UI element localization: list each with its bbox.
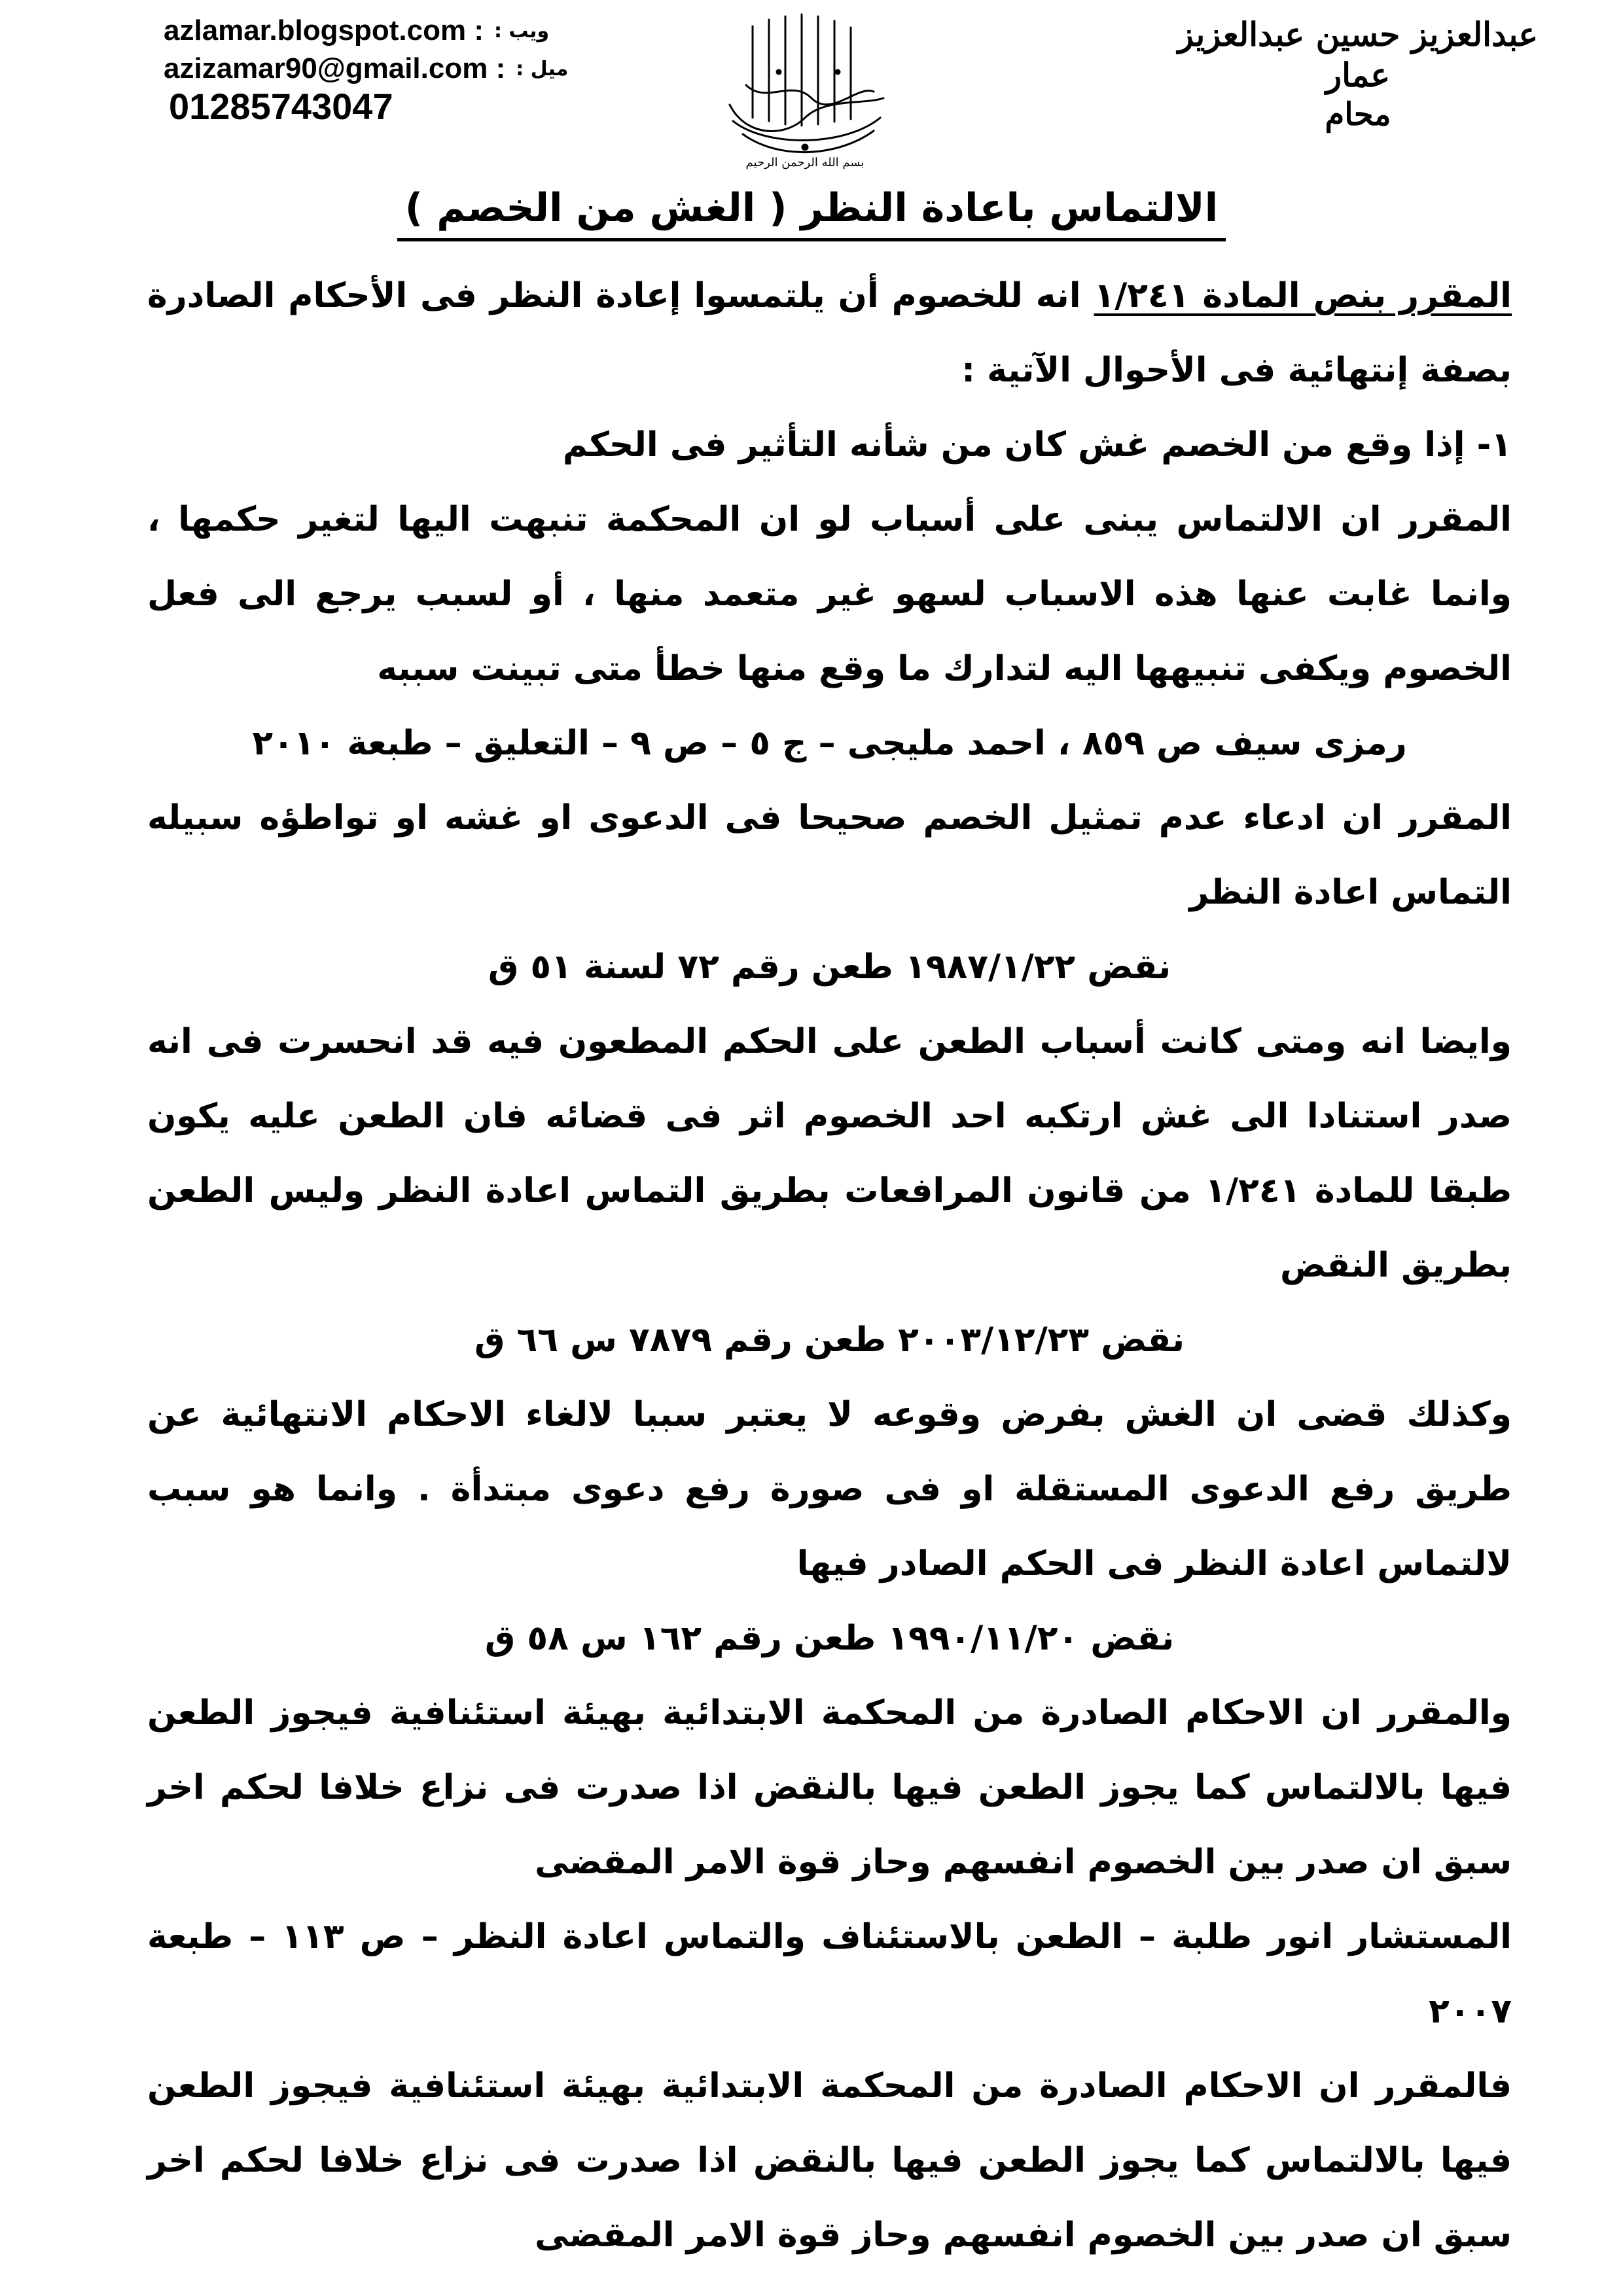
- citation-naqd-1987: نقض ١٩٨٧/١/٢٢ طعن رقم ٧٢ لسنة ٥١ ق: [488, 947, 1171, 987]
- document-title: الالتماس باعادة النظر ( الغش من الخصم ): [397, 182, 1226, 241]
- citation-naqd-1990: نقض ١٩٩٠/١١/٢٠ طعن رقم ١٦٢ س ٥٨ ق: [484, 1619, 1175, 1658]
- paragraph-appeal-grounds: وايضا انه ومتى كانت أسباب الطعن على الحكم المطعون فيه قد انحسرت فى انه صدر استنادا الى غش ارتكبه احد الخصوم اثر فى قضائه فان الطعن عليه يكون طبقا للمادة ١/٢٤١ من قانون المرافعات بطريق التماس اعادة النظر وليس الطعن بطريق النقض: [147, 1022, 1512, 1285]
- document-body: [147, 258, 1512, 2272]
- letterhead-contact: [164, 12, 661, 126]
- paragraph-fraud-judgment: وكذلك قضى ان الغش بفرض وقوعه لا يعتبر سببا لالغاء الاحكام الانتهائية عن طريق رفع الدعوى المستقلة او فى صورة رفع دعوى مبتدأة . وانما هو سبب لالتماس اعادة النظر فى الحكم الصادر فيها: [147, 1395, 1512, 1583]
- paragraph-petition-basis: المقرر ان الالتماس يبنى على أسباب لو ان المحكمة تنبهت اليها لتغير حكمها ، وانما غابت عنها هذه الاسباب لسهو غير متعمد منها ، أو لسبب يرجع الى فعل الخصوم ويكفى تنبيهها اليه لتدارك ما وقع منها خطأ متى تبينت سببه: [147, 500, 1512, 688]
- email-address[interactable]: azizamar90@gmail.com :: [164, 52, 506, 84]
- mail-label: ميل :: [516, 57, 569, 80]
- paragraph-article-241: [147, 258, 1512, 408]
- mail-line: [164, 50, 661, 88]
- web-line: [164, 12, 661, 50]
- paragraph-appellate-rulings-repeat: فالمقرر ان الاحكام الصادرة من المحكمة الابتدائية بهيئة استئنافية فيجوز الطعن فيها بالالتماس كما يجوز الطعن فيها بالنقض اذا صدرت فى نزاع خلافا لحكم اخر سبق ان صدر بين الخصوم انفسهم وحاز قوة الامر المقضى: [147, 2066, 1512, 2255]
- article-reference: المقرر بنص المادة ١/٢٤١: [1094, 276, 1512, 315]
- paragraph-appellate-rulings: والمقرر ان الاحكام الصادرة من المحكمة الابتدائية بهيئة استئنافية فيجوز الطعن فيها بالالتماس كما يجوز الطعن فيها بالنقض اذا صدرت فى نزاع خلافا لحكم اخر سبق ان صدر بين الخصوم انفسهم وحاز قوة الامر المقضى: [147, 1693, 1512, 1882]
- document-title-wrap: [0, 182, 1623, 241]
- lawyer-name: عبدالعزيز حسين عبدالعزيز عمار: [1177, 15, 1539, 94]
- web-label: ويب :: [493, 19, 550, 43]
- svg-text:بسم الله الرحمن الرحيم: بسم الله الرحمن الرحيم: [745, 156, 865, 169]
- letterhead-lawyer: [1155, 14, 1561, 133]
- phone-line: [164, 88, 661, 126]
- paragraph-representation: المقرر ان ادعاء عدم تمثيل الخصم صحيحا فى الدعوى او غشه او تواطؤه سبيله التماس اعادة النظر: [147, 798, 1512, 912]
- citation-ramzi-seif: رمزى سيف ص ٨٥٩ ، احمد مليجى – ج ٥ – ص ٩ – التعليق – طبعة ٢٠١٠: [252, 724, 1407, 763]
- lawyer-title: محام: [1325, 96, 1391, 133]
- phone-number: 01285743047: [169, 86, 393, 127]
- citation-naqd-2003: نقض ٢٠٠٣/١٢/٢٣ طعن رقم ٧٨٧٩ س ٦٦ ق: [474, 1320, 1185, 1360]
- paragraph-text: انه للخصوم أن يلتمسوا إعادة النظر فى الأحكام الصادرة بصفة إنتهائية فى الأحوال الآتية :: [147, 276, 1512, 390]
- citation-anwar-talba: المستشار انور طلبة – الطعن بالاستئناف والتماس اعادة النظر – ص ١١٣ – طبعة ٢٠٠٧: [147, 1917, 1512, 2031]
- paragraph-case-fraud: ١- إذا وقع من الخصم غش كان من شأنه التأثير فى الحكم: [562, 425, 1512, 465]
- blog-url[interactable]: azlamar.blogspot.com :: [164, 14, 484, 46]
- basmala-calligraphy-logo: [707, 7, 903, 170]
